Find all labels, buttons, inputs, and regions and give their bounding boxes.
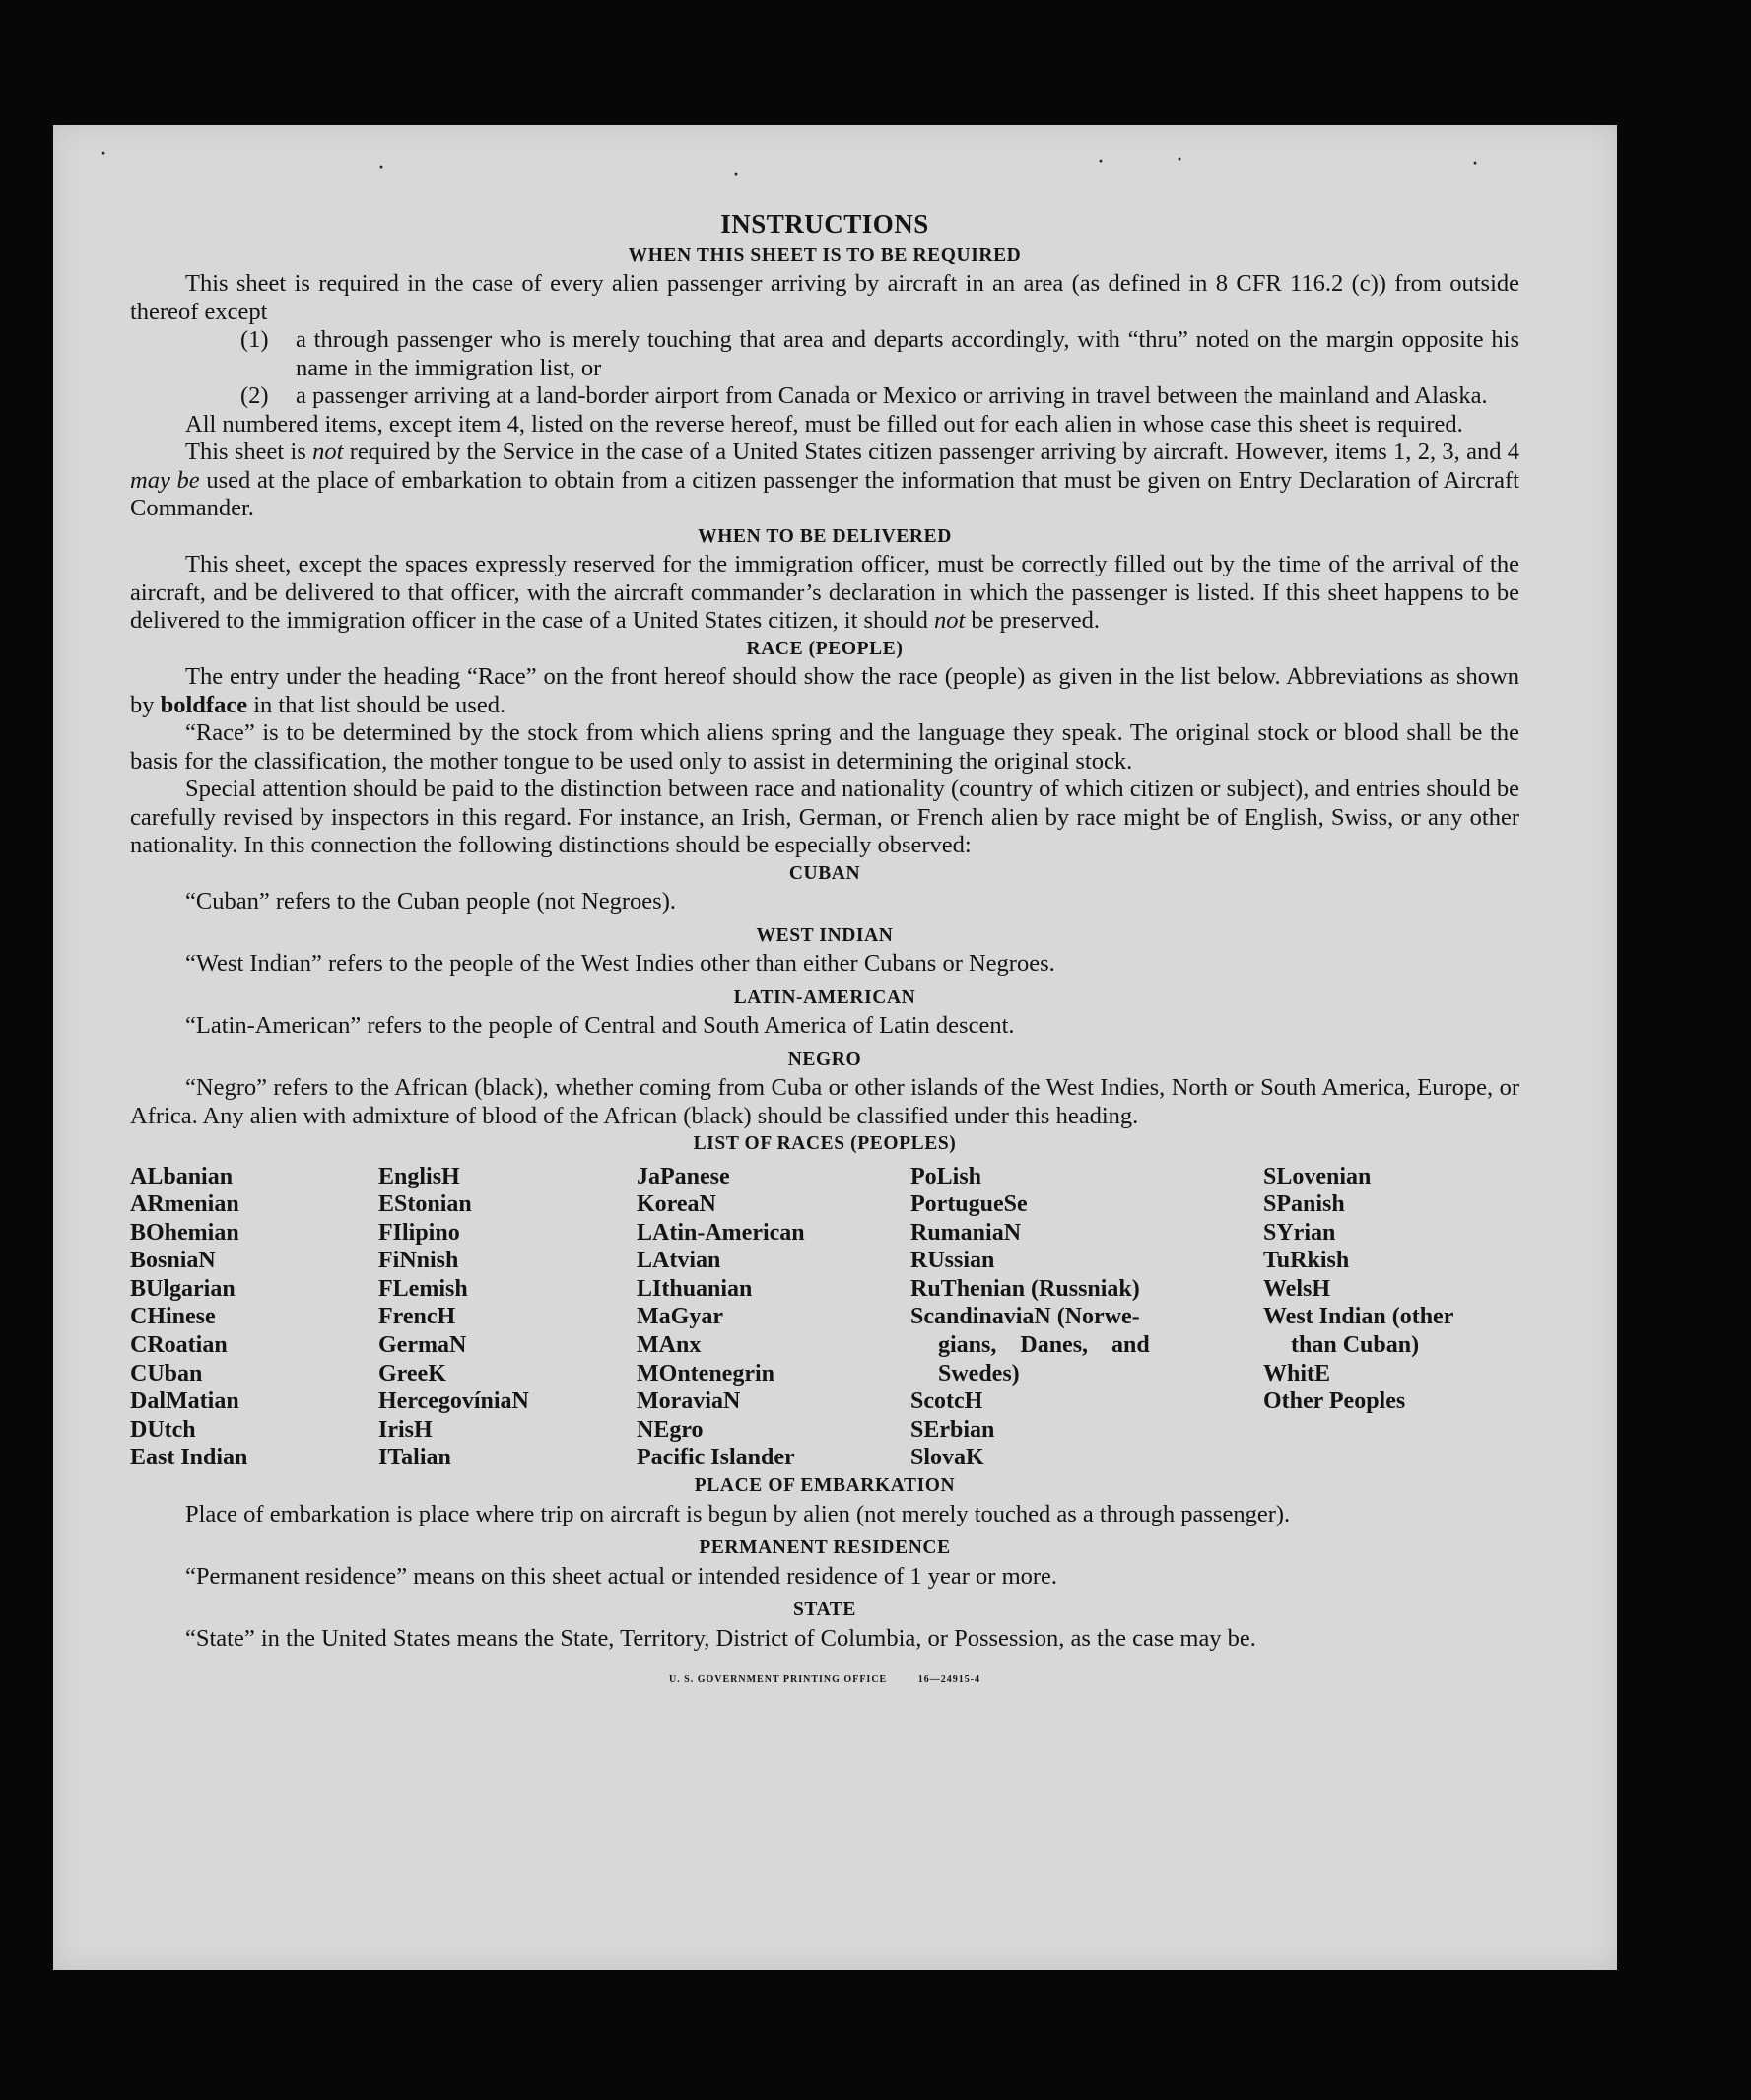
paragraph-race-nationality: Special attention should be paid to the distinction between race and nationality (country of which citizen or subject), and entries should be carefully revised by inspectors in this regard. For instance, an Irish, German, or French alien by race might be of English, Swiss, or any other nationality. In this connection the following distinctions should be especially observed: bbox=[130, 776, 1519, 858]
heading-negro: NEGRO bbox=[787, 1049, 862, 1070]
race-item: RuThenian (Russniak) bbox=[910, 1275, 1140, 1302]
race-item: West Indian (other bbox=[1263, 1304, 1454, 1330]
race-item: LIthuanian bbox=[637, 1275, 753, 1302]
heading-state: STATE bbox=[792, 1599, 857, 1621]
paragraph-permanent-residence: “Permanent residence” means on this sheet actual or intended residence of 1 year or more. bbox=[185, 1562, 1058, 1590]
paragraph-citizen: This sheet is not required by the Service in the case of a United States citizen passenger arriving by aircraft. However, items 1, 2, 3, and 4 may be used at the place of embarkation to obtain from a citizen passenger the information that must be given on Entry Declaration of Aircraft Commander. bbox=[130, 439, 1519, 521]
heading-latin-american: LATIN-AMERICAN bbox=[733, 986, 916, 1008]
paragraph-required: This sheet is required in the case of every alien passenger arriving by aircraft in an area (as defined in 8 CFR 116.2 (c)) from outside thereof except bbox=[130, 270, 1519, 325]
race-item: HercegovíniaN bbox=[378, 1389, 529, 1415]
paragraph-negro: “Negro” refers to the African (black), whether coming from Cuba or other islands of the West Indies, North or South America, Europe, or Africa. Any alien with admixture of blood of the African (black) should be classified under this heading. bbox=[130, 1074, 1519, 1129]
sheet-content bbox=[130, 210, 1519, 1695]
race-item-continued: than Cuban) bbox=[1291, 1332, 1420, 1359]
race-item: CUban bbox=[130, 1360, 203, 1387]
scan-speck: · bbox=[1098, 151, 1105, 170]
race-item: BosniaN bbox=[130, 1248, 216, 1274]
race-item: LAtin-American bbox=[637, 1219, 805, 1246]
race-item: CRoatian bbox=[130, 1332, 228, 1359]
race-item: RumaniaN bbox=[910, 1219, 1022, 1246]
paragraph-west-indian: “West Indian” refers to the people of the West Indies other than either Cubans or Negroes. bbox=[185, 950, 1055, 977]
race-item: NEgro bbox=[637, 1416, 704, 1443]
race-item: JaPanese bbox=[637, 1163, 730, 1189]
scan-speck: · bbox=[1472, 153, 1479, 172]
race-item: MOntenegrin bbox=[637, 1360, 774, 1387]
race-item: FiNnish bbox=[378, 1248, 459, 1274]
race-item: FIlipino bbox=[378, 1219, 460, 1246]
race-item: ALbanian bbox=[130, 1163, 234, 1189]
race-item: EnglisH bbox=[378, 1163, 460, 1189]
races-list bbox=[130, 1163, 1519, 1473]
instruction-sheet bbox=[53, 125, 1617, 1970]
exception-item-2 bbox=[130, 382, 1519, 411]
paragraph-cuban: “Cuban” refers to the Cuban people (not Negroes). bbox=[185, 888, 676, 915]
race-item: BUlgarian bbox=[130, 1275, 236, 1302]
item-text: a through passenger who is merely touching that area and departs accordingly, with “thru” noted on the margin opposite his name in the immigration list, or bbox=[296, 326, 1519, 381]
race-item: Pacific Islander bbox=[637, 1445, 795, 1471]
races-column-1 bbox=[130, 1163, 378, 1473]
races-column-4 bbox=[910, 1163, 1263, 1473]
race-item: FLemish bbox=[378, 1275, 468, 1302]
paragraph-embarkation: Place of embarkation is place where trip on aircraft is begun by alien (not merely touched as a through passenger). bbox=[185, 1500, 1291, 1527]
race-item: ARmenian bbox=[130, 1191, 239, 1218]
race-item: WhitE bbox=[1263, 1360, 1331, 1387]
race-item: East Indian bbox=[130, 1445, 248, 1471]
race-item: PortugueSe bbox=[910, 1191, 1028, 1218]
races-column-3 bbox=[637, 1163, 910, 1473]
scan-speck: · bbox=[1177, 149, 1183, 169]
heading-west-indian: WEST INDIAN bbox=[756, 924, 894, 946]
races-column-5 bbox=[1263, 1163, 1519, 1473]
race-item: DUtch bbox=[130, 1416, 196, 1443]
scan-speck: · bbox=[378, 157, 385, 176]
race-item: CHinese bbox=[130, 1304, 216, 1330]
race-item: SPanish bbox=[1263, 1191, 1345, 1218]
race-item: SlovaK bbox=[910, 1445, 984, 1471]
printer-office: U. S. GOVERNMENT PRINTING OFFICE bbox=[668, 1674, 888, 1686]
race-item: BOhemian bbox=[130, 1219, 239, 1246]
race-item: ScandinaviaN (Norwe- bbox=[910, 1304, 1140, 1330]
heading-delivered: WHEN TO BE DELIVERED bbox=[698, 525, 952, 547]
race-item-continued: Swedes) bbox=[938, 1360, 1020, 1387]
heading-permanent-residence: PERMANENT RESIDENCE bbox=[699, 1537, 951, 1559]
form-code: 16—24915-4 bbox=[917, 1674, 981, 1686]
race-item: FrencH bbox=[378, 1304, 456, 1330]
race-item: ITalian bbox=[378, 1445, 451, 1471]
race-item: SLovenian bbox=[1263, 1163, 1372, 1189]
heading-list-of-races: LIST OF RACES (PEOPLES) bbox=[693, 1133, 957, 1154]
item-text: a passenger arriving at a land-border airport from Canada or Mexico or arriving in travel between the mainland and Alaska. bbox=[296, 382, 1488, 409]
paragraph-race-entry: The entry under the heading “Race” on the front hereof should show the race (people) as given in the list below. Abbreviations as shown by boldface in that list should be used. bbox=[130, 663, 1519, 718]
races-column-2 bbox=[378, 1163, 637, 1473]
heading-required: WHEN THIS SHEET IS TO BE REQUIRED bbox=[628, 244, 1022, 266]
race-item: RUssian bbox=[910, 1248, 995, 1274]
race-item: SYrian bbox=[1263, 1219, 1336, 1246]
scan-speck: · bbox=[101, 143, 107, 163]
race-item: EStonian bbox=[378, 1191, 472, 1218]
paragraph-numbered-items: All numbered items, except item 4, listed on the reverse hereof, must be filled out for each alien in whose case this sheet is required. bbox=[185, 410, 1463, 438]
race-item: IrisH bbox=[378, 1416, 433, 1443]
race-item: DalMatian bbox=[130, 1389, 239, 1415]
race-item: PoLish bbox=[910, 1163, 982, 1189]
item-number: (1) bbox=[240, 326, 269, 353]
race-item: KoreaN bbox=[637, 1191, 716, 1218]
paragraph-state: “State” in the United States means the State, Territory, District of Columbia, or Possession, as the case may be. bbox=[185, 1624, 1256, 1652]
heading-embarkation: PLACE OF EMBARKATION bbox=[694, 1475, 956, 1497]
race-item-continued: gians, Danes, and bbox=[938, 1332, 1150, 1359]
race-item: LAtvian bbox=[637, 1248, 721, 1274]
race-item: ScotcH bbox=[910, 1389, 983, 1415]
heading-race: RACE (PEOPLE) bbox=[746, 638, 904, 659]
race-item: GermaN bbox=[378, 1332, 467, 1359]
race-item: Other Peoples bbox=[1263, 1389, 1406, 1415]
race-item: GreeK bbox=[378, 1360, 446, 1387]
paragraph-race-definition: “Race” is to be determined by the stock from which aliens spring and the language they speak. The original stock or blood shall be the basis for the classification, the mother tongue to be used only to assist in determining the original stock. bbox=[130, 719, 1519, 775]
race-item: MaGyar bbox=[637, 1304, 723, 1330]
paragraph-latin-american: “Latin-American” refers to the people of Central and South America of Latin descent. bbox=[185, 1012, 1015, 1039]
heading-cuban: CUBAN bbox=[788, 862, 861, 884]
race-item: WelsH bbox=[1263, 1275, 1331, 1302]
scan-speck: · bbox=[733, 165, 740, 184]
race-item: MAnx bbox=[637, 1332, 702, 1359]
race-item: SErbian bbox=[910, 1416, 995, 1443]
paragraph-delivered: This sheet, except the spaces expressly reserved for the immigration officer, must be correctly filled out by the time of the arrival of the aircraft, and be delivered to that officer, with the aircraft commander’s declaration in which the passenger is listed. If this sheet happens to be delivered to the immigration officer in the case of a United States citizen, it should not be preserved. bbox=[130, 551, 1519, 634]
race-item: MoraviaN bbox=[637, 1389, 741, 1415]
exception-item-1 bbox=[130, 326, 1519, 382]
printer-imprint bbox=[130, 1666, 1519, 1695]
race-item: TuRkish bbox=[1263, 1248, 1350, 1274]
page-title: INSTRUCTIONS bbox=[720, 209, 929, 238]
item-number: (2) bbox=[240, 382, 269, 409]
